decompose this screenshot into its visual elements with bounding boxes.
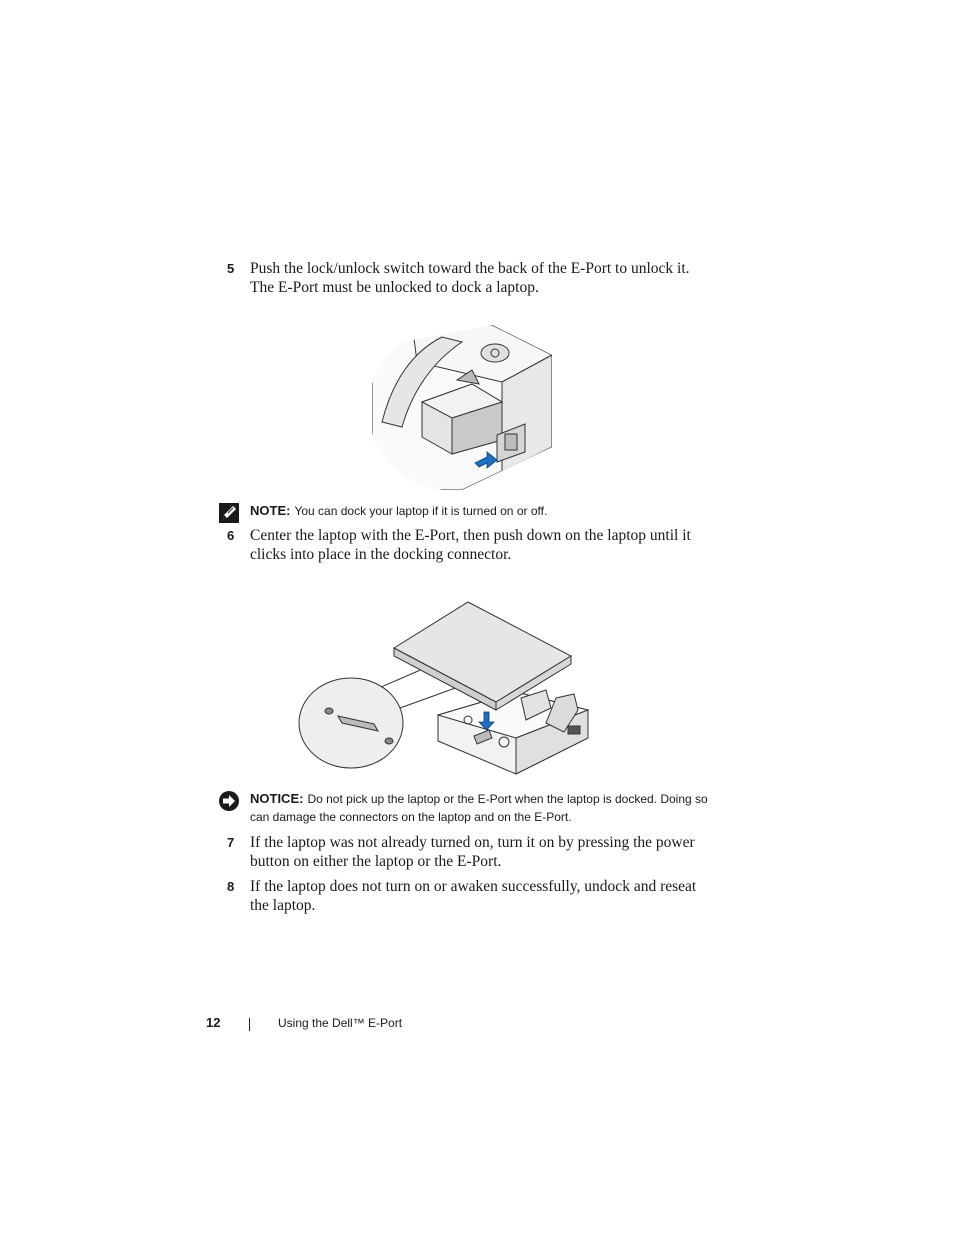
notice-callout [218,790,718,826]
note-text: You can dock your laptop if it is turned on or off. [294,504,548,518]
page-number: 12 [206,1015,221,1030]
note-label: NOTE: [250,503,291,518]
step-number: 6 [227,528,235,543]
step-6 [227,526,717,564]
note-callout [218,502,718,520]
laptop-docking-illustration [296,598,596,776]
step-text: If the laptop does not turn on or awaken successfully, undock and reseat the laptop. [250,878,697,914]
footer-section-title: Using the Dell™ E-Port [278,1016,403,1030]
step-number: 5 [227,261,235,276]
step-text: Push the lock/unlock switch toward the back of the E-Port to unlock it. The E-Port must be unlocked to dock a laptop. [250,260,690,296]
notice-text: Do not pick up the laptop or the E-Port when the laptop is docked. Doing so can damage the connectors on the laptop and on the E-Port. [250,792,708,824]
pencil-note-icon [218,502,240,524]
step-text: Center the laptop with the E-Port, then push down on the laptop until it clicks into place in the docking connector. [250,527,691,563]
notice-arrow-icon [218,790,240,812]
step-number: 8 [227,879,235,894]
step-8 [227,877,717,915]
notice-label: NOTICE: [250,791,304,806]
step-5 [227,259,717,297]
footer-divider [249,1018,250,1031]
lock-switch-illustration [372,322,557,492]
step-number: 7 [227,835,235,850]
step-7 [227,833,717,871]
step-text: If the laptop was not already turned on, turn it on by pressing the power button on either the laptop or the E-Port. [250,834,695,870]
